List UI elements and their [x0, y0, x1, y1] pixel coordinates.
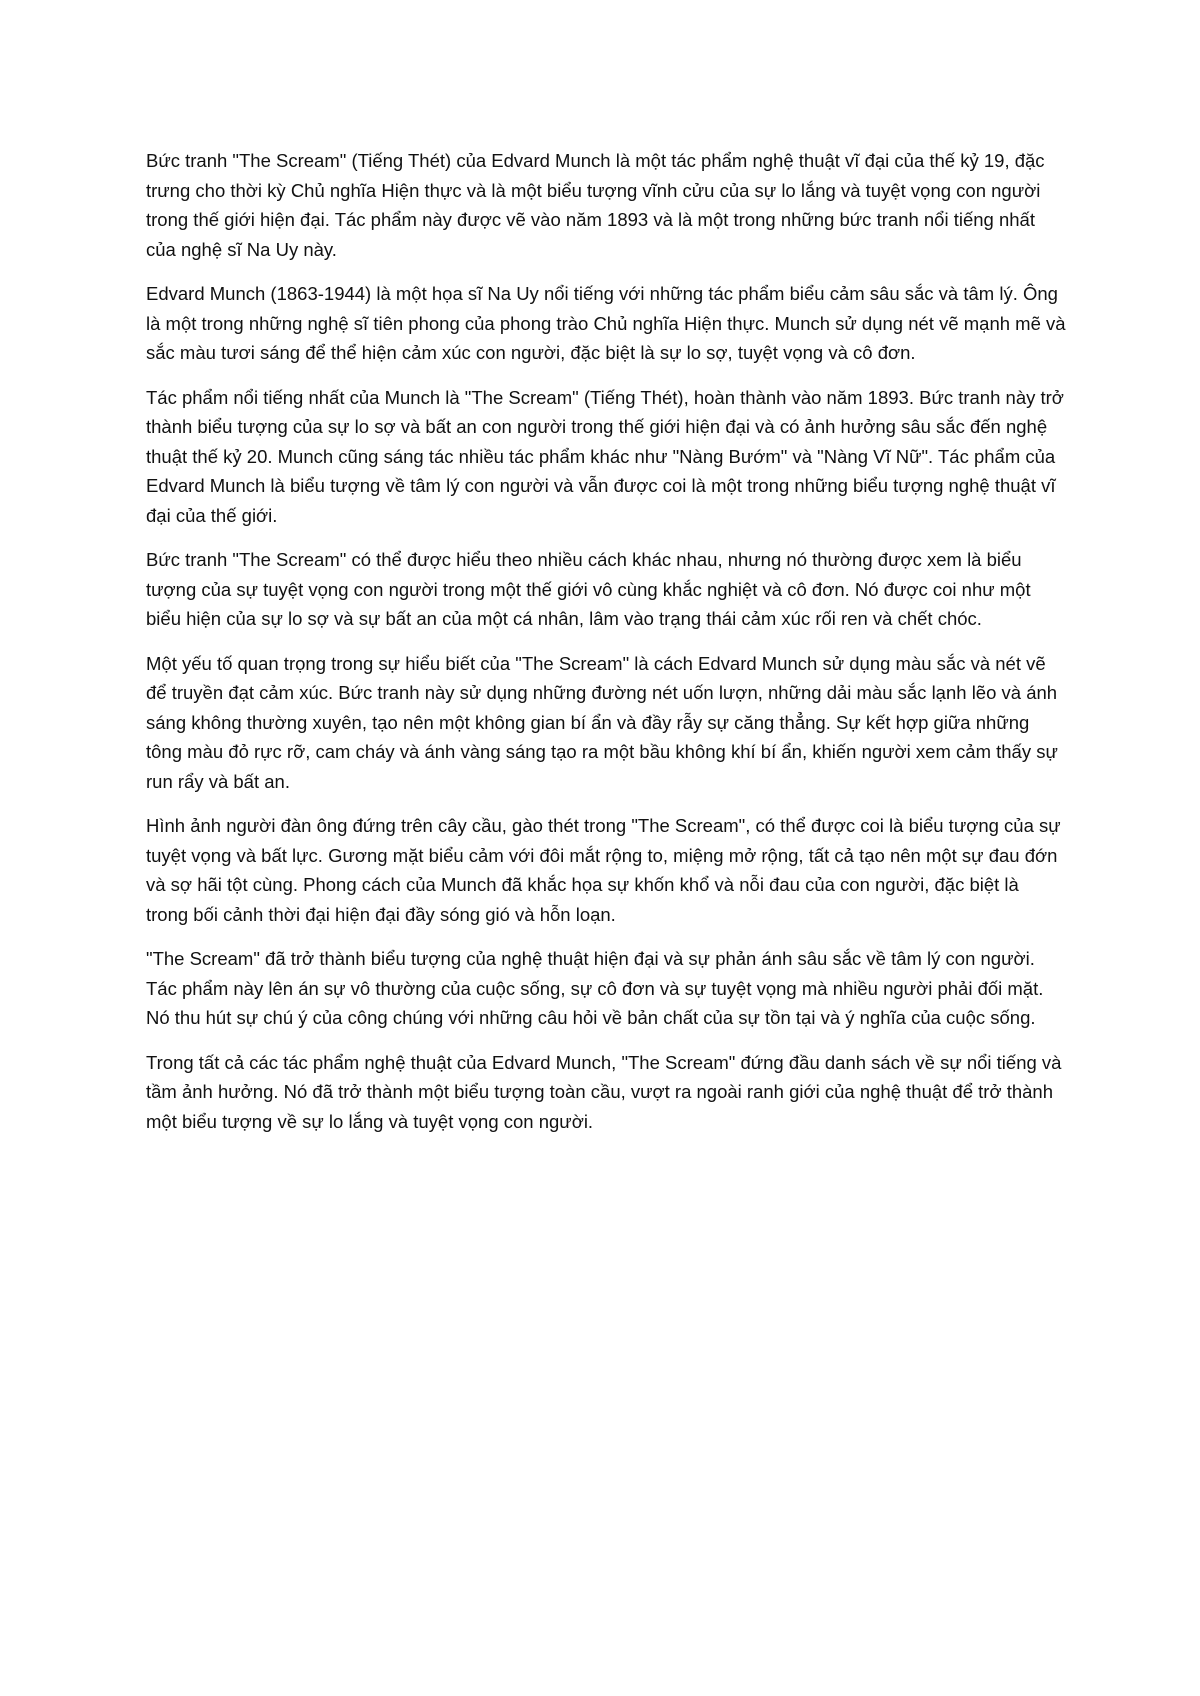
- paragraph: Hình ảnh người đàn ông đứng trên cây cầu, gào thét trong "The Scream", có thể được coi là biểu tượng của sự tuyệt vọng và bất lực. Gương mặt biểu cảm với đôi mắt rộng to, miệng mở rộng, tất cả tạo nên một sự đau đớn và sợ hãi tột cùng. Phong cách của Munch đã khắc họa sự khốn khổ và nỗi đau của con người, đặc biệt là trong bối cảnh thời đại hiện đại đầy sóng gió và hỗn loạn.: [146, 815, 1061, 925]
- paragraph: Trong tất cả các tác phẩm nghệ thuật của Edvard Munch, "The Scream" đứng đầu danh sách về sự nổi tiếng và tầm ảnh hưởng. Nó đã trở thành một biểu tượng toàn cầu, vượt ra ngoài ranh giới của nghệ thuật để trở thành một biểu tượng về sự lo lắng và tuyệt vọng con người.: [146, 1051, 1062, 1132]
- paragraph: Bức tranh "The Scream" (Tiếng Thét) của Edvard Munch là một tác phẩm nghệ thuật vĩ đại của thế kỷ 19, đặc trưng cho thời kỳ Chủ nghĩa Hiện thực và là một biểu tượng vĩnh cửu của sự lo lắng và tuyệt vọng con người trong thế giới hiện đại. Tác phẩm này được vẽ vào năm 1893 và là một trong những bức tranh nổi tiếng nhất của nghệ sĩ Na Uy này.: [146, 150, 1045, 260]
- paragraph: Tác phẩm nổi tiếng nhất của Munch là "The Scream" (Tiếng Thét), hoàn thành vào năm 1893. Bức tranh này trở thành biểu tượng của sự lo sợ và bất an con người trong thế giới hiện đại và có ảnh hưởng sâu sắc đến nghệ thuật thế kỷ 20. Munch cũng sáng tác nhiều tác phẩm khác như "Nàng Bướm" và "Nàng Vĩ Nữ". Tác phẩm của Edvard Munch là biểu tượng về tâm lý con người và vẫn được coi là một trong những biểu tượng nghệ thuật vĩ đại của thế giới.: [146, 386, 1064, 526]
- paragraph: Bức tranh "The Scream" có thể được hiểu theo nhiều cách khác nhau, nhưng nó thường được xem là biểu tượng của sự tuyệt vọng con người trong một thế giới vô cùng khắc nghiệt và cô đơn. Nó được coi như một biểu hiện của sự lo sợ và sự bất an của một cá nhân, lâm vào trạng thái cảm xúc rối ren và chết chóc.: [146, 549, 1031, 629]
- paragraph: Edvard Munch (1863-1944) là một họa sĩ Na Uy nổi tiếng với những tác phẩm biểu cảm sâu sắc và tâm lý. Ông là một trong những nghệ sĩ tiên phong của phong trào Chủ nghĩa Hiện thực. Munch sử dụng nét vẽ mạnh mẽ và sắc màu tươi sáng để thể hiện cảm xúc con người, đặc biệt là sự lo sợ, tuyệt vọng và cô đơn.: [146, 283, 1066, 363]
- paragraph: "The Scream" đã trở thành biểu tượng của nghệ thuật hiện đại và sự phản ánh sâu sắc về tâm lý con người. Tác phẩm này lên án sự vô thường của cuộc sống, sự cô đơn và sự tuyệt vọng mà nhiều người phải đối mặt. Nó thu hút sự chú ý của công chúng với những câu hỏi về bản chất của sự tồn tại và ý nghĩa của cuộc sống.: [146, 948, 1044, 1028]
- paragraph: Một yếu tố quan trọng trong sự hiểu biết của "The Scream" là cách Edvard Munch sử dụng màu sắc và nét vẽ để truyền đạt cảm xúc. Bức tranh này sử dụng những đường nét uốn lượn, những dải màu sắc lạnh lẽo và ánh sáng không thường xuyên, tạo nên một không gian bí ẩn và đầy rẫy sự căng thẳng. Sự kết hợp giữa những tông màu đỏ rực rỡ, cam cháy và ánh vàng sáng tạo ra một bầu không khí bí ẩn, khiến người xem cảm thấy sự run rẩy và bất an.: [146, 652, 1058, 792]
- document-body: [146, 146, 1066, 1151]
